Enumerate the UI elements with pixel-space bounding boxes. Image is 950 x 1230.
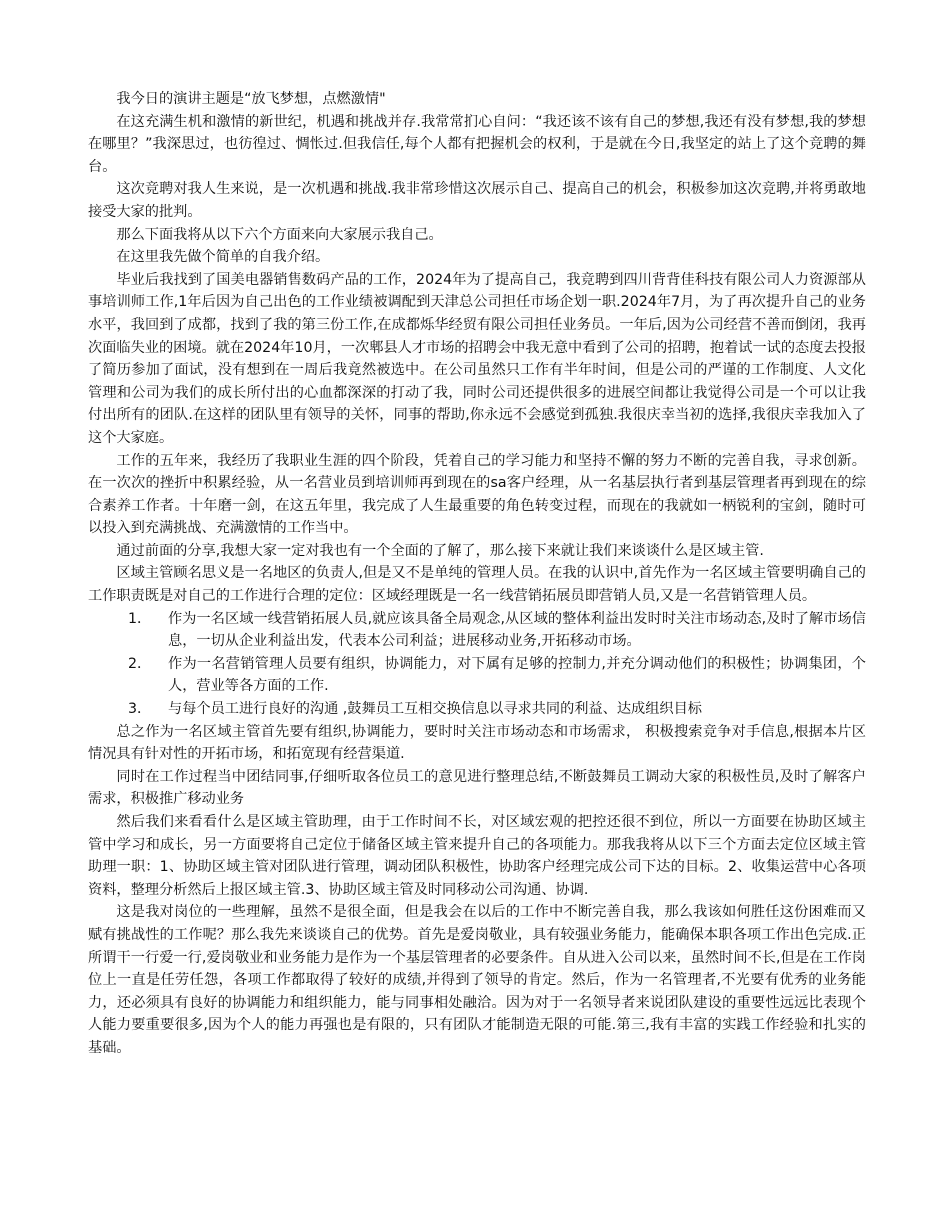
speech-topic: 我今日的演讲主题是“放飞梦想，点燃激情" — [116, 91, 386, 107]
list-number: 3． — [128, 701, 152, 718]
paragraph: 总之作为一名区域主管首先要有组织,协调能力，要时时关注市场动态和市场需求， 积极搜索竞争对手信息,根据本片区情况具有针对性的开拓市场，和拓宽现有经营渠道. — [88, 723, 866, 763]
list-number: 1． — [128, 610, 152, 627]
closing-section — [88, 721, 866, 1060]
career-paragraph: 工作的五年来，我经历了我职业生涯的四个阶段，凭着自己的学习能力和坚持不懈的努力不断的完善自我，寻求创新。在一次次的挫折中积累经验，从一名营业员到培训师再到现在的sa客户经理，从一名基层执行者到基层管理者再到现在的综合素养工作者。十年磨一剑，在这五年里，我完成了人生最重要的角色转变过程，而现在的我就如一柄锐利的宝剑，随时可以投入到充满挑战、充满激情的工作当中。 — [88, 452, 866, 537]
intro-section — [88, 88, 866, 608]
list-item — [88, 653, 866, 698]
list-text: 与每个员工进行良好的沟通 ,鼓舞员工互相交换信息以寻求共同的利益、达成组织目标 — [168, 701, 702, 718]
assistant-role-paragraph: 然后我们来看看什么是区域主管助理，由于工作时间不长，对区域宏观的把控还很不到位，所以一方面要在协助区域主管中学习和成长，另一方面要将自己定位于储备区域主管来提升自己的各项能力。那我我将从以下三个方面去定位区域主管助理一职：1、协助区域主管对团队进行管理，调动团队积极性，协助客户经理完成公司下达的目标。2、收集运营中心各项资料，整理分析然后上报区域主管.3、协助区域主管及时同移动公司沟通、协调. — [88, 814, 866, 898]
responsibility-list — [88, 608, 866, 721]
list-item — [88, 608, 866, 653]
paragraph: 在这里我先做个简单的自我介绍。 — [116, 249, 330, 266]
paragraph: 同时在工作过程当中团结同事,仔细听取各位员工的意见进行整理总结,不断鼓舞员工调动大家的积极性员,及时了解客户需求，积极推广移动业务 — [88, 768, 866, 808]
list-number: 2． — [128, 655, 152, 672]
paragraph: 这次竞聘对我人生来说，是一次机遇和挑战.我非常珍惜这次展示自己、提高自己的机会，积极参加这次竞聘,并将勇敢地接受大家的批判。 — [88, 181, 866, 220]
regional-supervisor-paragraph: 区域主管顾名思义是一名地区的负责人,但是又不是单纯的管理人员。在我的认识中,首先作为一名区域主管要明确自己的工作职责既是对自己的工作进行合理的定位：区域经理既是一名一线营销拓展员即营销人员,又是一名营销管理人员。 — [88, 565, 866, 605]
paragraph: 那么下面我将从以下六个方面来向大家展示我自己。 — [116, 226, 443, 243]
self-introduction-paragraph: 毕业后我找到了国美电器销售数码产品的工作，2024年为了提高自己，我竞聘到四川背背佳科技有限公司人力资源部从事培训师工作,1年后因为自己出色的工作业绩被调配到天津总公司担任市场企划一职.2024年7月，为了再次提升自己的业务水平，我回到了成都，找到了我的第三份工作,在成都烁华经贸有限公司担任业务员。一年后,因为公司经营不善而倒闭，我再次面临失业的困境。就在2024年10月，一次郫县人才市场的招聘会中我无意中看到了公司的招聘，抱着试一试的态度去投报了简历参加了面试，没有想到在一周后我竟然被选中。在公司虽然只工作有半年时间，但是公司的严谨的工作制度、人文化管理和公司为我们的成长所付出的心血都深深的打动了我，同时公司还提供很多的进展空间都让我觉得公司是一个可以让我付出所有的团队.在这样的团队里有领导的关怀，同事的帮助,你永远不会感觉到孤独.我很庆幸当初的选择,我很庆幸我加入了这个大家庭。 — [88, 271, 866, 446]
strengths-paragraph: 这是我对岗位的一些理解，虽然不是很全面，但是我会在以后的工作中不断完善自我，那么我该如何胜任这份困难而又赋有挑战性的工作呢？那么我先来谈谈自己的优势。首先是爱岗敬业，具有较强业务能力，能确保本职各项工作出色完成.正所谓干一行爱一行,爱岗敬业和业务能力是作为一个基层管理者的必要条件。自从进入公司以来，虽然时间不长,但是在工作岗位上一直是任劳任怨，各项工作都取得了较好的成绩,并得到了领导的肯定。然后，作为一名管理者,不光要有优秀的业务能力，还必须具有良好的协调能力和组织能力，能与同事相处融洽。因为对于一名领导者来说团队建设的重要性远远比表现个人能力要重要很多,因为个人的能力再强也是有限的，只有团队才能制造无限的可能.第三,我有丰富的实践工作经验和扎实的基础。 — [88, 904, 866, 1056]
paragraph: 通过前面的分享,我想大家一定对我也有一个全面的了解了，那么接下来就让我们来谈谈什么是区域主管. — [116, 542, 764, 559]
list-text: 作为一名营销管理人员要有组织，协调能力，对下属有足够的控制力,并充分调动他们的积极性；协调集团，个人，营业等各方面的工作. — [168, 655, 866, 695]
paragraph: 在这充满生机和激情的新世纪，机遇和挑战并存.我常常扪心自问：“我还该不该有自己的梦想,我还有没有梦想,我的梦想在哪里？”我深思过，也彷徨过、惆怅过.但我信任,每个人都有把握机会的权利，于是就在今日,我坚定的站上了这个竞聘的舞台。 — [88, 113, 866, 175]
list-text: 作为一名区域一线营销拓展人员,就应该具备全局观念,从区域的整体利益出发时时关注市场动态,及时了解市场信息，一切从企业利益出发，代表本公司利益；进展移动业务,开拓移动市场。 — [168, 610, 866, 650]
list-item — [88, 698, 866, 721]
